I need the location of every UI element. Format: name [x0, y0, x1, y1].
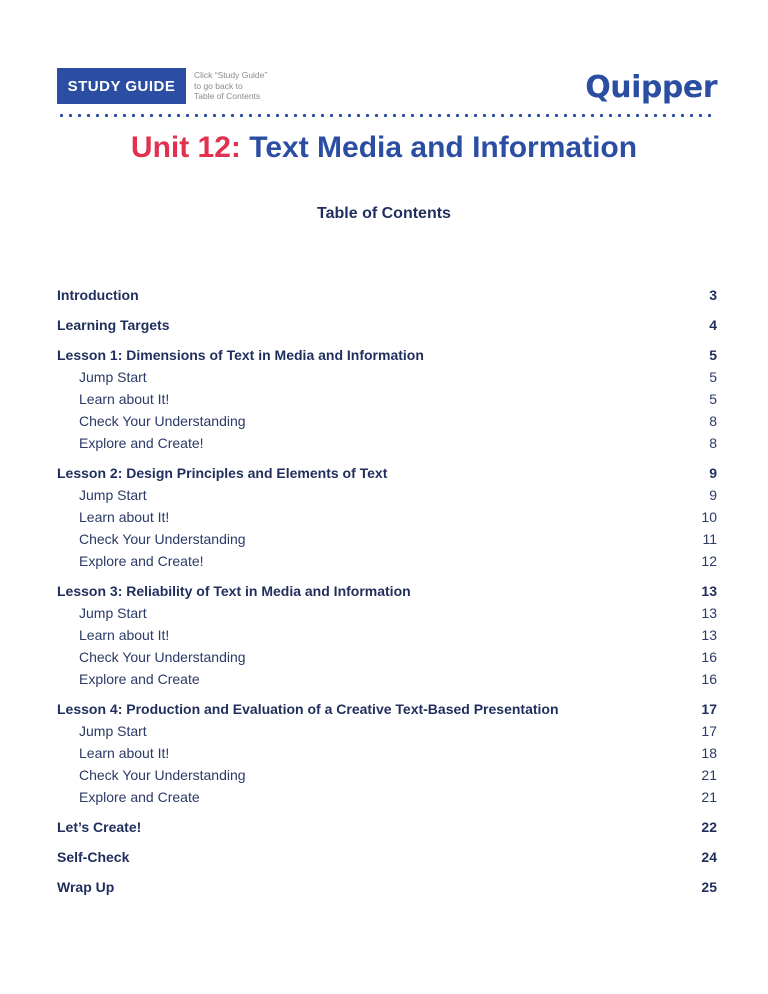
table-of-contents — [57, 284, 717, 898]
toc-subsection-label: Check Your Understanding — [79, 531, 246, 547]
toc-subsection-label: Check Your Understanding — [79, 413, 246, 429]
toc-section-page: 4 — [709, 317, 717, 333]
toc-subsection-label: Explore and Create — [79, 671, 200, 687]
toc-section-page: 25 — [701, 879, 717, 895]
toc-subsection-link[interactable] — [57, 528, 717, 550]
study-guide-hint — [194, 70, 334, 102]
toc-subsection-link[interactable] — [57, 506, 717, 528]
toc-subsection-page: 8 — [709, 435, 717, 451]
toc-subsection-page: 5 — [709, 391, 717, 407]
hint-line: Click “Study Guide” — [194, 70, 268, 80]
toc-subsection-link[interactable] — [57, 646, 717, 668]
toc-section-label: Wrap Up — [57, 879, 115, 895]
toc-subsection-page: 21 — [701, 789, 717, 805]
toc-section-page: 13 — [701, 583, 717, 599]
toc-section-link[interactable] — [57, 284, 717, 306]
toc-section-page: 24 — [701, 849, 717, 865]
toc-section-page: 17 — [701, 701, 717, 717]
toc-subsection-link[interactable] — [57, 668, 717, 690]
toc-section-page: 22 — [701, 819, 717, 835]
toc-section-link[interactable] — [57, 876, 717, 898]
toc-subsection-page: 9 — [709, 487, 717, 503]
toc-subsection-link[interactable] — [57, 720, 717, 742]
toc-subsection-label: Learn about It! — [79, 391, 170, 407]
toc-subsection-label: Explore and Create — [79, 789, 200, 805]
toc-subsection-page: 8 — [709, 413, 717, 429]
toc-subsection-page: 11 — [702, 531, 717, 547]
toc-section-link[interactable] — [57, 816, 717, 838]
hint-line: to go back to — [194, 80, 243, 91]
toc-section-label: Learning Targets — [57, 317, 170, 333]
unit-number: Unit 12: — [130, 131, 241, 164]
toc-subsection-page: 16 — [701, 671, 717, 687]
toc-heading: Table of Contents — [317, 205, 451, 222]
toc-subsection-page: 13 — [701, 627, 717, 643]
toc-subsection-label: Learn about It! — [79, 627, 170, 643]
toc-subsection-link[interactable] — [57, 550, 717, 572]
toc-subsection-label: Check Your Understanding — [79, 767, 246, 783]
toc-subsection-label: Check Your Understanding — [79, 649, 246, 665]
toc-section-label: Lesson 1: Dimensions of Text in Media and Information — [57, 347, 424, 363]
toc-subsection-page: 12 — [701, 553, 717, 569]
toc-subsection-label: Learn about It! — [79, 509, 170, 525]
toc-subsection-page: 10 — [701, 509, 717, 525]
toc-subsection-link[interactable] — [57, 742, 717, 764]
toc-subsection-link[interactable] — [57, 624, 717, 646]
toc-subsection-label: Jump Start — [79, 369, 147, 385]
toc-section-label: Self-Check — [57, 849, 130, 865]
toc-section-label: Lesson 4: Production and Evaluation of a Creative Text-Based Presentation — [57, 701, 559, 717]
toc-section-label: Lesson 2: Design Principles and Elements of Text — [57, 465, 388, 481]
toc-section-page: 3 — [709, 287, 717, 303]
toc-subsection-label: Learn about It! — [79, 745, 170, 761]
toc-section-label: Introduction — [57, 287, 139, 303]
toc-subsection-link[interactable] — [57, 786, 717, 808]
toc-section-link[interactable] — [57, 698, 717, 720]
toc-subsection-label: Jump Start — [79, 723, 147, 739]
toc-section-label: Let’s Create! — [57, 819, 142, 835]
toc-subsection-label: Explore and Create! — [79, 435, 204, 451]
toc-subsection-page: 17 — [701, 723, 717, 739]
toc-subsection-link[interactable] — [57, 764, 717, 786]
toc-subsection-label: Explore and Create! — [79, 553, 204, 569]
toc-subsection-page: 18 — [701, 745, 717, 761]
page-title — [0, 131, 768, 165]
toc-section-link[interactable] — [57, 314, 717, 336]
toc-subsection-page: 5 — [709, 369, 717, 385]
toc-section-page: 9 — [709, 465, 717, 481]
toc-subsection-link[interactable] — [57, 388, 717, 410]
toc-section-link[interactable] — [57, 580, 717, 602]
toc-subsection-label: Jump Start — [79, 605, 147, 621]
toc-subsection-page: 13 — [701, 605, 717, 621]
toc-subsection-link[interactable] — [57, 410, 717, 432]
hint-line: Table of Contents — [194, 91, 261, 101]
toc-subsection-link[interactable] — [57, 432, 717, 454]
toc-section-label: Lesson 3: Reliability of Text in Media and Information — [57, 583, 411, 599]
page-header — [57, 68, 717, 104]
toc-section-page: 5 — [709, 347, 717, 363]
toc-section-link[interactable] — [57, 846, 717, 868]
study-guide-button[interactable]: STUDY GUIDE — [57, 68, 186, 104]
toc-subsection-page: 16 — [701, 649, 717, 665]
toc-section-link[interactable] — [57, 344, 717, 366]
dotted-divider — [57, 113, 717, 118]
unit-name: Text Media and Information — [249, 131, 638, 164]
toc-subsection-link[interactable] — [57, 366, 717, 388]
toc-subsection-link[interactable] — [57, 484, 717, 506]
quipper-logo: Quipper — [585, 70, 717, 105]
toc-subsection-link[interactable] — [57, 602, 717, 624]
toc-section-link[interactable] — [57, 462, 717, 484]
toc-subsection-label: Jump Start — [79, 487, 147, 503]
toc-subsection-page: 21 — [701, 767, 717, 783]
